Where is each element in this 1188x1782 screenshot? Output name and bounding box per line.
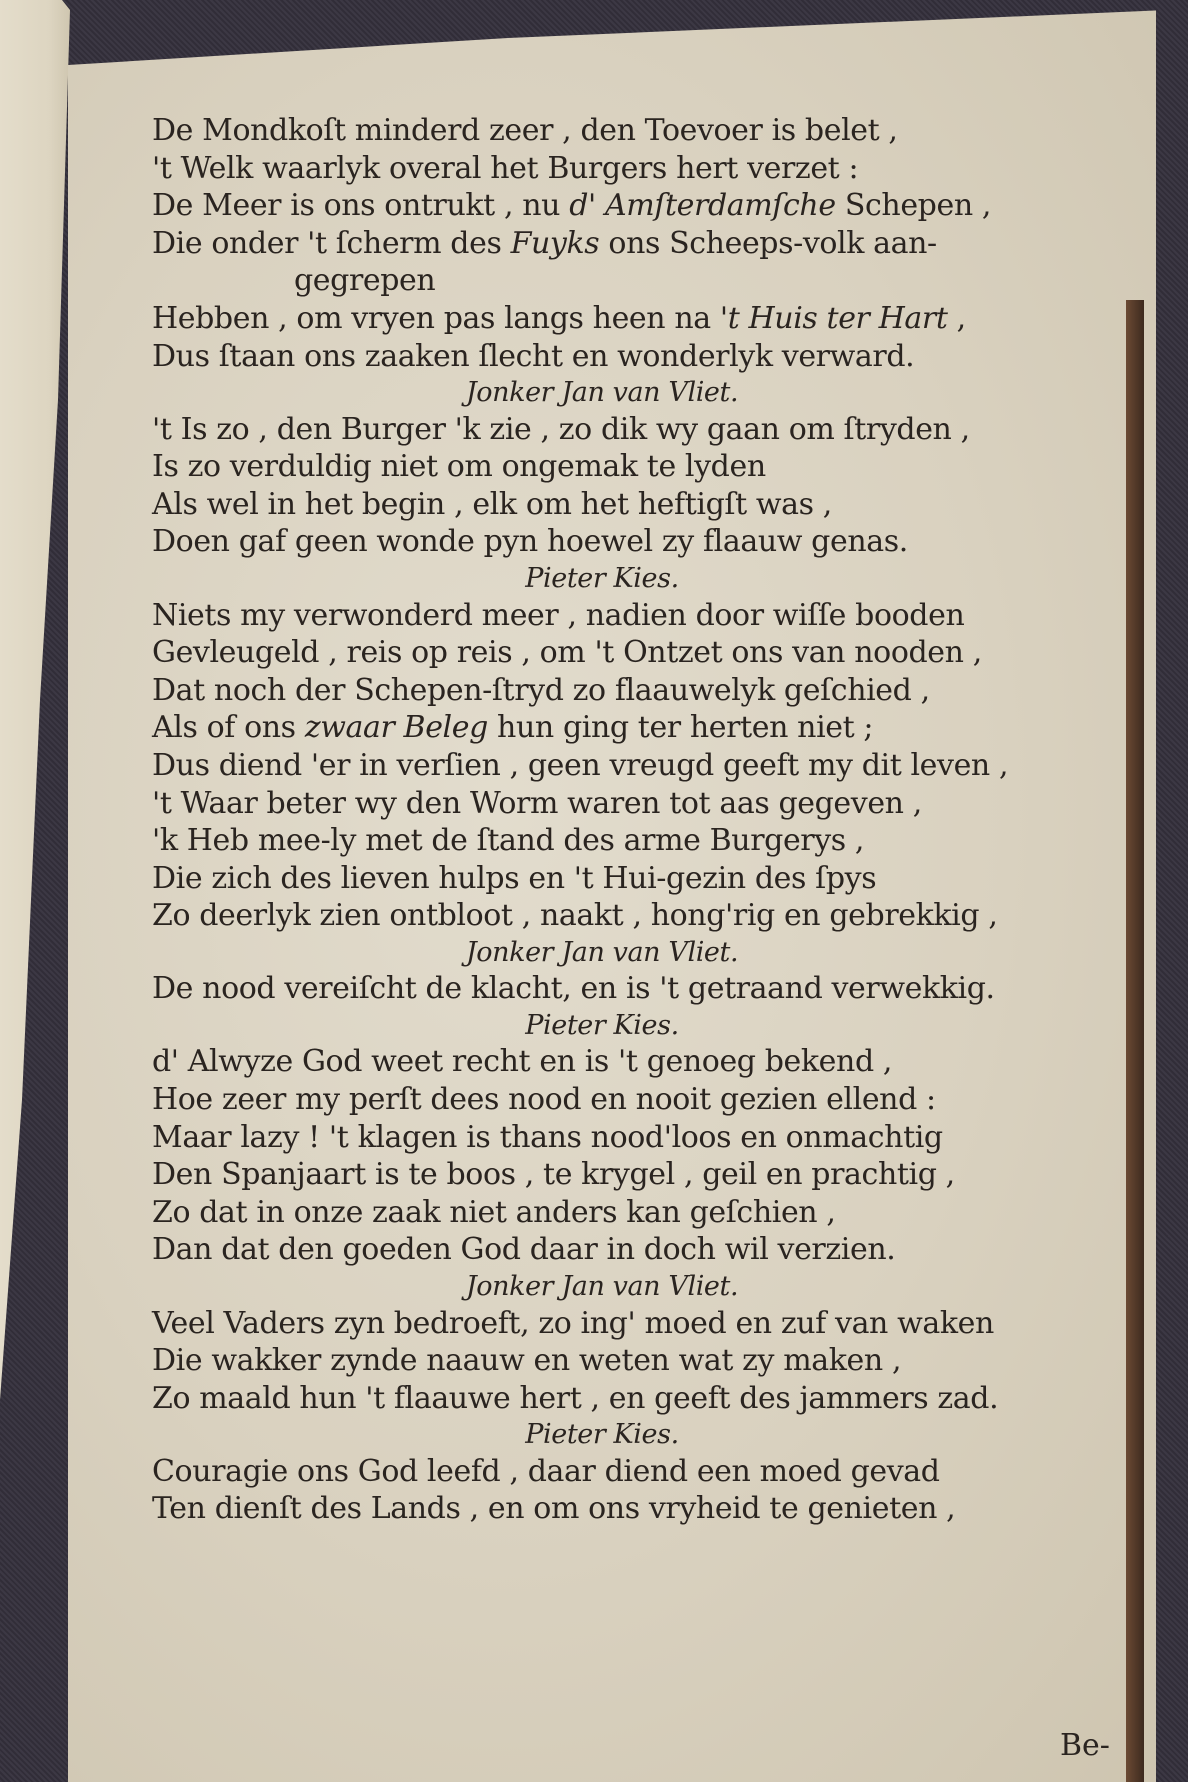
verse-line xyxy=(152,300,1112,338)
speaker-heading: Jonker Jan van Vliet. xyxy=(465,936,739,968)
verse-line: Is zo verduldig niet om ongemak te lyden xyxy=(152,449,766,485)
verse-line: Niets my verwonderd meer , nadien door wiſſe booden xyxy=(152,597,965,633)
verse-text: Die onder 't ſcherm des xyxy=(152,225,511,261)
verse-line: Zo deerlyk zien ontbloot , naakt , hong'rig en gebrekkig , xyxy=(152,898,998,934)
verse-line: Doen gaf geen wonde pyn hoewel zy flaauw genas. xyxy=(152,524,908,560)
verse-line: Dat noch der Schepen-ſtryd zo flaauwelyk geſchied , xyxy=(152,672,930,708)
verse-line: Dan dat den goeden God daar in doch wil verzien. xyxy=(152,1232,896,1268)
verse-line: Dus ſtaan ons zaaken ſlecht en wonderlyk verward. xyxy=(152,338,915,374)
verse-line: Dus diend 'er in verſien , geen vreugd geeft my dit leven , xyxy=(152,747,1009,783)
verse-line: Zo dat in onze zaak niet anders kan geſchien , xyxy=(152,1194,836,1230)
verse-text: De Meer is ons ontrukt , nu xyxy=(152,188,570,224)
catchword: Be- xyxy=(1060,1728,1110,1763)
verse-line: d' Alwyze God weet recht en is 't genoeg bekend , xyxy=(152,1044,893,1080)
verse-line: 't Is zo , den Burger 'k zie , zo dik wy gaan om ſtryden , xyxy=(152,411,970,447)
italic-proper-noun: 't Huis ter Hart xyxy=(719,300,948,336)
verse-text: , xyxy=(947,300,966,336)
verse-line: 't Waar beter wy den Worm waren tot aas gegeven , xyxy=(152,785,922,821)
verse-line: De Mondkoſt minderd zeer , den Toevoer is belet , xyxy=(152,113,898,148)
verse-text-block xyxy=(152,112,1112,1528)
verse-text: Schepen , xyxy=(835,188,992,224)
verse-line: 't Welk waarlyk overal het Burgers hert verzet : xyxy=(152,150,859,186)
verse-line: Ten dienſt des Lands , en om ons vryheid te genieten , xyxy=(152,1491,956,1527)
verse-line: 'k Heb mee-ly met de ſtand des arme Burgerys , xyxy=(152,823,865,859)
verse-line: Gevleugeld , reis op reis , om 't Ontzet ons van nooden , xyxy=(152,635,982,671)
page-fore-edge xyxy=(1126,300,1144,1782)
speaker-heading: Jonker Jan van Vliet. xyxy=(465,377,739,409)
speaker-heading: Jonker Jan van Vliet. xyxy=(465,1271,739,1303)
verse-line: Die wakker zynde naauw en weten wat zy maken , xyxy=(152,1343,902,1379)
verse-line xyxy=(152,709,1112,747)
verse-text: hun ging ter herten niet ; xyxy=(487,710,874,746)
verse-line xyxy=(152,225,1112,263)
verse-text: Hebben , om vryen pas langs heen na xyxy=(152,300,720,336)
verse-line: Maar lazy ! 't klagen is thans nood'loos en onmachtig xyxy=(152,1119,943,1155)
verse-text: Als of ons xyxy=(152,710,305,746)
italic-proper-noun: Fuyks xyxy=(510,225,600,261)
speaker-heading: Pieter Kies. xyxy=(525,1009,679,1041)
italic-proper-noun: zwaar Beleg xyxy=(304,710,488,746)
verse-line: Als wel in het begin , elk om het heftigſt was , xyxy=(152,486,832,522)
verse-line: Veel Vaders zyn bedroeft, zo ing' moed en zuf van waken xyxy=(152,1305,994,1341)
verse-line: Den Spanjaart is te boos , te krygel , geil en prachtig , xyxy=(152,1157,955,1193)
verse-line: Die zich des lieven hulps en 't Hui-gezin des ſpys xyxy=(152,860,877,896)
verse-line: Zo maald hun 't flaauwe hert , en geeft des jammers zad. xyxy=(152,1380,999,1416)
speaker-heading: Pieter Kies. xyxy=(525,1419,679,1451)
verse-line: Couragie ons God leefd , daar diend een moed gevad xyxy=(152,1453,940,1489)
speaker-heading: Pieter Kies. xyxy=(525,563,679,595)
italic-proper-noun: d' Amſterdamſche xyxy=(569,188,836,224)
verse-line xyxy=(152,187,1112,225)
verse-line: De nood vereiſcht de klacht, en is 't getraand verwekkig. xyxy=(152,971,995,1007)
verse-text: ons Scheeps-volk aan- xyxy=(599,225,937,261)
verse-line: Hoe zeer my perſt dees nood en nooit gezien ellend : xyxy=(152,1082,936,1118)
verse-line-continuation: gegrepen xyxy=(294,263,436,299)
